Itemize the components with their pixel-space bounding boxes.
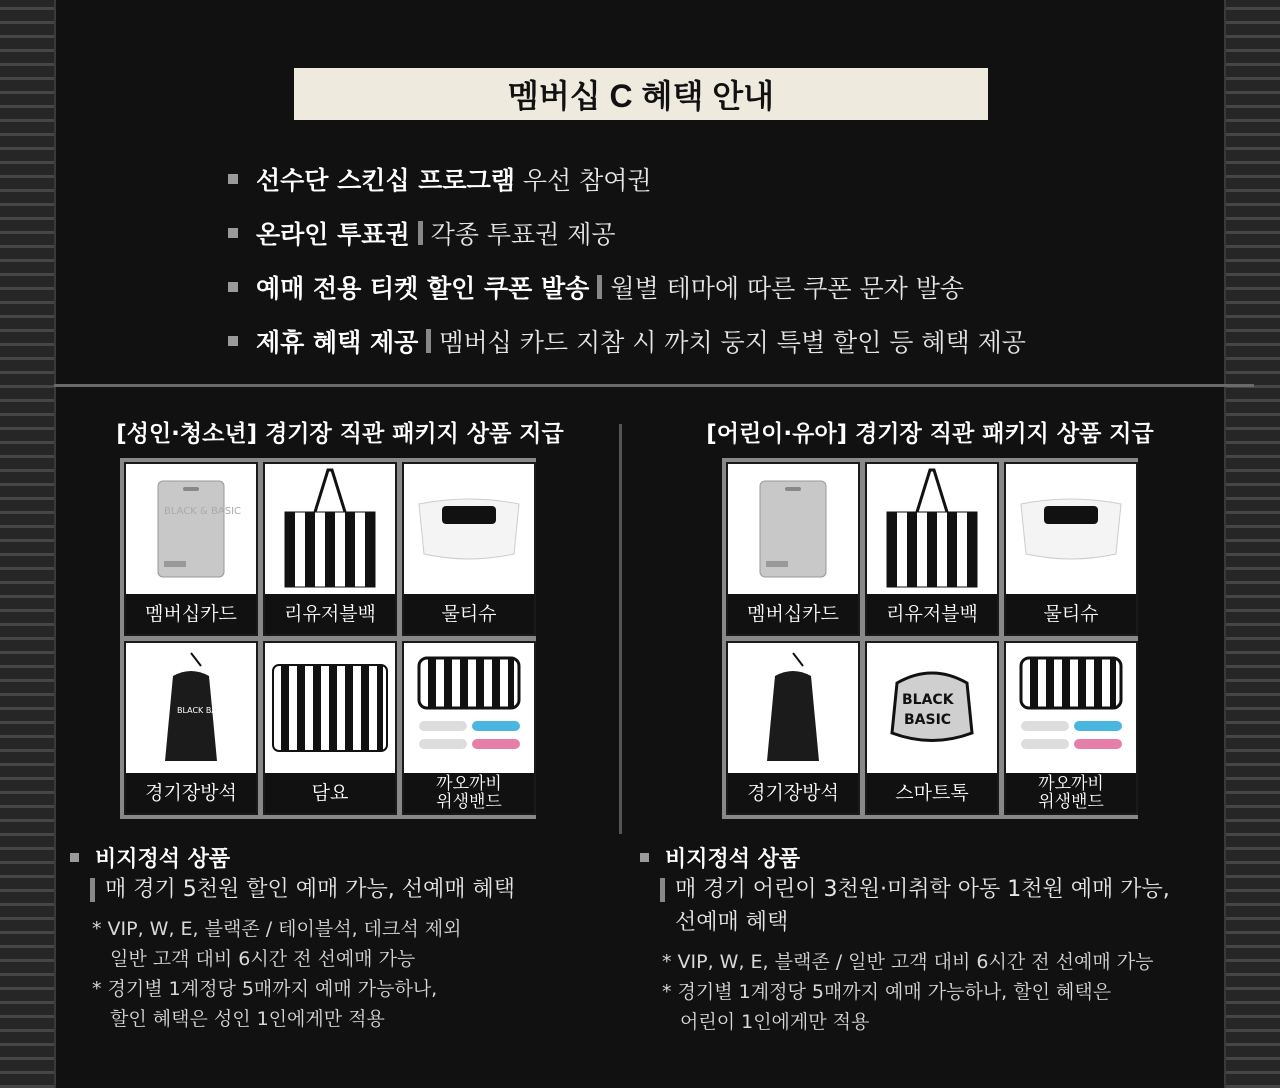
benefit-item (222, 260, 1122, 314)
product-label: 리유저블백 (265, 594, 395, 634)
bandage-box-icon (1016, 653, 1126, 763)
adult-package-column (70, 410, 610, 1034)
section-divider (54, 384, 1254, 387)
product-smarttok (865, 641, 999, 815)
benefit-item (222, 314, 1122, 368)
product-label-text: 까오까비 위생밴드 (1038, 774, 1104, 812)
bullet-icon (228, 282, 238, 292)
package-title: [성인·청소년] 경기장 직관 패키지 상품 지급 (116, 421, 564, 447)
bullet-icon (228, 336, 238, 346)
product-label (1006, 773, 1136, 813)
product-label: 물티슈 (1006, 594, 1136, 634)
tote-bag-icon (280, 467, 380, 592)
note-line-text: 매 경기 5천원 할인 예매 가능, 선예매 혜택 (105, 877, 515, 902)
note-heading (640, 841, 1220, 873)
blanket-icon (271, 663, 389, 753)
svg-text:BASIC: BASIC (904, 712, 952, 728)
benefit-title: 제휴 혜택 제공 (256, 328, 419, 357)
background-stadium-right (1226, 0, 1280, 1088)
fine-print-line: * VIP, W, E, 블랙존 / 테이블석, 데크석 제외 (92, 918, 462, 940)
product-label: 멤버십카드 (126, 594, 256, 634)
product-label: 리유저블백 (867, 594, 997, 634)
fine-print-line: * 경기별 1계정당 5매까지 예매 가능하나, 할인 혜택은 (662, 981, 1112, 1003)
separator-bar (426, 329, 431, 353)
benefit-title: 선수단 스킨십 프로그램 (256, 166, 515, 195)
note-line (660, 873, 1220, 939)
product-blanket (263, 641, 397, 815)
benefit-item (222, 152, 1122, 206)
wet-tissue-icon (1016, 494, 1126, 564)
benefit-desc: 각종 투표권 제공 (430, 220, 616, 249)
product-bandage (1004, 641, 1138, 815)
svg-text:BLACK: BLACK (902, 692, 954, 708)
bullet-icon (640, 853, 649, 862)
bullet-icon (70, 853, 79, 862)
product-label: 경기장방석 (728, 773, 858, 813)
fine-print-line: * 경기별 1계정당 5매까지 예매 가능하나, (92, 978, 438, 1000)
product-reusable-bag (865, 462, 999, 636)
tote-bag-icon (882, 467, 982, 592)
notes-section (640, 841, 1220, 1037)
product-wet-tissue (1004, 462, 1138, 636)
benefit-desc: 월별 테마에 따른 쿠폰 문자 발송 (610, 274, 965, 303)
product-wet-tissue (402, 462, 536, 636)
fine-print-line: 어린이 1인에게만 적용 (680, 1011, 870, 1033)
product-label: 멤버십카드 (728, 594, 858, 634)
product-grid (120, 458, 536, 819)
note-heading (70, 841, 610, 873)
benefit-list (222, 152, 1122, 368)
fine-print (92, 914, 610, 1034)
benefit-title: 온라인 투표권 (256, 220, 410, 249)
product-label (404, 773, 534, 813)
product-label: 경기장방석 (126, 773, 256, 813)
note-line-part: 매 경기 어린이 3천원·미취학 아동 1천원 예매 가능, (675, 877, 1170, 902)
separator-bar (597, 275, 602, 299)
bullet-icon (228, 228, 238, 238)
product-reusable-bag (263, 462, 397, 636)
separator-bar (90, 878, 95, 902)
membership-card-icon (758, 479, 828, 579)
note-heading-text: 비지정석 상품 (665, 846, 801, 872)
svg-text:BLACK & BASIC: BLACK & BASIC (164, 506, 242, 517)
package-title: [어린이·유아] 경기장 직관 패키지 상품 지급 (706, 421, 1154, 447)
child-package-column (640, 410, 1220, 1037)
smarttok-icon (882, 668, 982, 748)
page-title: 멤버십 C 혜택 안내 (294, 68, 988, 120)
product-label-text: 까오까비 위생밴드 (436, 774, 502, 812)
note-heading-text: 비지정석 상품 (95, 846, 231, 872)
product-membership-card (124, 462, 258, 636)
separator-bar (660, 878, 665, 902)
product-membership-card (726, 462, 860, 636)
product-grid (722, 458, 1138, 819)
cushion-bag-icon (161, 651, 233, 766)
svg-text:BLACK BASIC.: BLACK BASIC. (177, 705, 233, 715)
wet-tissue-icon (414, 494, 524, 564)
benefit-desc: 우선 참여권 (522, 166, 652, 195)
product-bandage (402, 641, 536, 815)
fine-print-line: 할인 혜택은 성인 1인에게만 적용 (110, 1008, 385, 1030)
cushion-bag-icon (763, 651, 823, 766)
bandage-box-icon (414, 653, 524, 763)
note-line-text (675, 873, 1170, 939)
fine-print-line: * VIP, W, E, 블랙존 / 일반 고객 대비 6시간 전 선예매 가능 (662, 951, 1154, 973)
note-line (90, 873, 610, 906)
fine-print-line: 일반 고객 대비 6시간 전 선예매 가능 (110, 948, 416, 970)
fine-print (662, 947, 1220, 1037)
benefit-item (222, 206, 1122, 260)
separator-bar (418, 221, 423, 245)
product-stadium-cushion (124, 641, 258, 815)
bullet-icon (228, 174, 238, 184)
product-label: 스마트톡 (867, 773, 997, 813)
notes-section (70, 841, 610, 1034)
product-stadium-cushion (726, 641, 860, 815)
product-label: 담요 (265, 773, 395, 813)
column-divider (619, 424, 622, 834)
product-label: 물티슈 (404, 594, 534, 634)
membership-card-icon (156, 479, 242, 579)
note-line-part: 선예매 혜택 (675, 910, 789, 935)
benefit-title: 예매 전용 티켓 할인 쿠폰 발송 (256, 274, 590, 303)
benefit-desc: 멤버십 카드 지참 시 까치 둥지 특별 할인 등 혜택 제공 (439, 328, 1026, 357)
background-stadium-left (0, 0, 60, 1088)
